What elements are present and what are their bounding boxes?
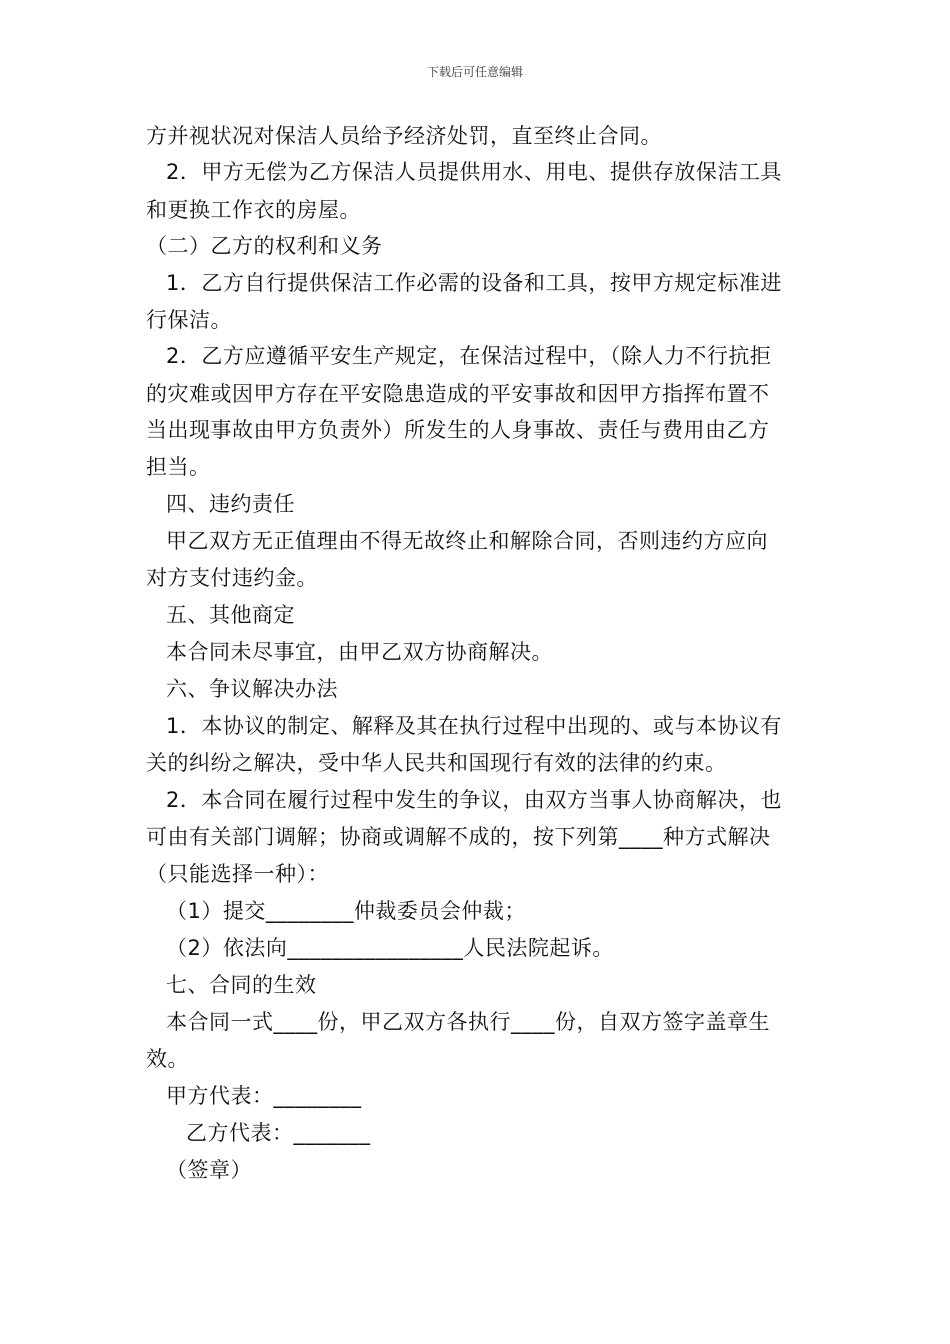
paragraph-line: 2．本合同在履行过程中发生的争议，由双方当事人协商解决，也	[166, 788, 782, 812]
paragraph-line: 当出现事故由甲方负责外）所发生的人身事故、责任与费用由乙方	[146, 418, 770, 442]
party-a-signature-line: 甲方代表：________	[166, 1084, 362, 1108]
party-b-signature-line: 乙方代表：_______	[186, 1121, 371, 1145]
paragraph-line: （1）提交________仲裁委员会仲裁；	[166, 899, 526, 923]
paragraph-line: 1．本协议的制定、解释及其在执行过程中出现的、或与本协议有	[166, 714, 782, 738]
section-heading: 五、其他商定	[166, 603, 295, 627]
paragraph-line: 本合同一式____份，甲乙双方各执行____份，自双方签字盖章生	[166, 1010, 770, 1034]
paragraph-line: 和更换工作衣的房屋。	[146, 198, 361, 222]
paragraph-line: 甲乙双方无正值理由不得无故终止和解除合同，否则违约方应向	[166, 529, 768, 553]
paragraph-line: 的灾难或因甲方存在平安隐患造成的平安事故和因甲方指挥布置不	[146, 382, 770, 406]
section-heading: 七、合同的生效	[166, 973, 317, 997]
paragraph-line: （2）依法向________________人民法院起诉。	[166, 936, 614, 960]
paragraph-line: 效。	[146, 1047, 189, 1071]
section-heading: （二）乙方的权利和义务	[146, 234, 383, 258]
paragraph-line: 对方支付违约金。	[146, 566, 318, 590]
page-header: 下载后可任意编辑	[426, 65, 523, 79]
paragraph-line: （只能选择一种）：	[146, 862, 329, 886]
paragraph-line: 方并视状况对保洁人员给予经济处罚，直至终止合同。	[146, 124, 662, 148]
paragraph-line: 2．甲方无偿为乙方保洁人员提供用水、用电、提供存放保洁工具	[166, 160, 782, 184]
paragraph-line: 1．乙方自行提供保洁工作必需的设备和工具，按甲方规定标准进	[166, 271, 782, 295]
section-heading: 四、违约责任	[166, 492, 295, 516]
paragraph-line: 2．乙方应遵循平安生产规定，在保洁过程中，（除人力不行抗拒	[166, 344, 772, 368]
section-heading: 六、争议解决办法	[166, 677, 338, 701]
paragraph-line: 本合同未尽事宜，由甲乙双方协商解决。	[166, 640, 553, 664]
seal-label: （签章）	[166, 1158, 252, 1182]
paragraph-line: 关的纠纷之解决，受中华人民共和国现行有效的法律的约束。	[146, 751, 727, 775]
paragraph-line: 担当。	[146, 455, 211, 479]
paragraph-line: 可由有关部门调解；协商或调解不成的，按下列第____种方式解决	[146, 825, 771, 849]
paragraph-line: 行保洁。	[146, 308, 232, 332]
